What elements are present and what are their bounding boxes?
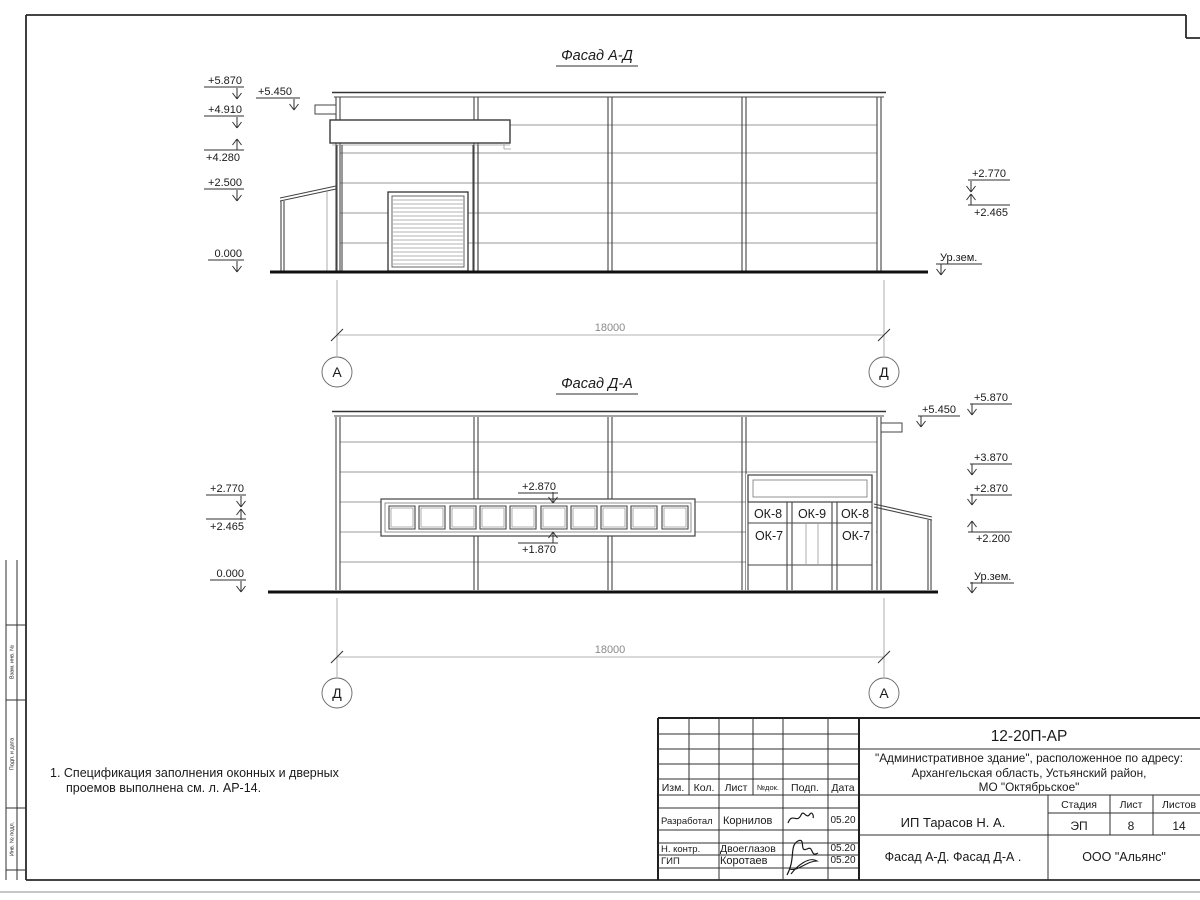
elev-2870: +2.870 (974, 483, 1008, 495)
window-tag-ok7-left: ОК-7 (754, 529, 784, 543)
elev-5450: +5.450 (258, 86, 292, 98)
window-tag-ok8-left: ОК-8 (753, 507, 783, 521)
elev-5870: +5.870 (208, 75, 242, 87)
stage-label: Стадия (1061, 799, 1097, 811)
strip-label-podp: Подп. и дата (9, 737, 16, 771)
elev-2500: +2.500 (208, 177, 242, 189)
facade-ad-drawing (204, 48, 1010, 387)
company-name: ООО "Альянс" (1082, 850, 1166, 864)
elev-4280: +4.280 (206, 152, 240, 164)
elev-0000: 0.000 (216, 568, 244, 580)
stage-value: ЭП (1070, 819, 1088, 833)
elev-4910: +4.910 (208, 104, 242, 116)
elev-3870: +3.870 (974, 452, 1008, 464)
row-role-developer: Разработал (661, 816, 713, 827)
facade-da-elevations-left (206, 483, 246, 592)
facade-ad-elevations-right (936, 168, 1010, 275)
doc-number: 12-20П-АР (990, 728, 1068, 745)
signature-developer (788, 813, 813, 823)
axis-bubble-a: А (332, 364, 342, 380)
elev-2465: +2.465 (210, 521, 244, 533)
col-podp: Подп. (791, 782, 819, 794)
annex-right (874, 504, 932, 590)
sheets-total: 14 (1172, 819, 1186, 833)
ground-level-label: Ур.зем. (974, 571, 1012, 583)
entrance-block (746, 474, 876, 590)
client-name: ИП Тарасов Н. А. (900, 815, 1006, 830)
row-date-ncontr: 05.20 (830, 843, 856, 854)
axis-bubble-d: Д (332, 685, 342, 701)
facade-da-drawing (206, 376, 1014, 708)
elev-2870: +2.870 (522, 481, 556, 493)
axis-bubble-d: Д (879, 364, 889, 380)
elev-2200: +2.200 (976, 533, 1010, 545)
project-name-line2: Архангельская область, Устьянский район, (911, 766, 1147, 780)
note-line-1: 1. Спецификация заполнения оконных и дверных (50, 766, 339, 780)
sheets-label: Листов (1161, 799, 1197, 811)
title-block (658, 718, 1200, 880)
elev-5450: +5.450 (922, 404, 956, 416)
frame-left-strip (6, 560, 26, 880)
window-tag-ok9: ОК-9 (797, 507, 827, 521)
drawing-title: Фасад А-Д. Фасад Д-А . (884, 850, 1022, 864)
col-data: Дата (831, 782, 855, 794)
strip-label-inv: Инв. № подл. (9, 821, 16, 857)
col-list: Лист (724, 782, 748, 794)
project-name-line1: "Административное здание", расположенное по адресу: (875, 751, 1183, 765)
row-name-gip: Коротаев (720, 855, 768, 867)
elev-5870: +5.870 (974, 392, 1008, 404)
facade-ad-title: Фасад А-Д (561, 48, 633, 64)
row-date-gip: 05.20 (830, 855, 856, 866)
elev-2770: +2.770 (210, 483, 244, 495)
signature-ncontr-gip (787, 840, 818, 875)
roller-door (388, 192, 468, 271)
canopy (330, 120, 510, 143)
row-date-developer: 05.20 (830, 815, 856, 826)
row-role-gip: ГИП (661, 856, 680, 867)
facade-da-title: Фасад Д-А (561, 376, 633, 392)
row-name-developer: Корнилов (723, 815, 773, 827)
col-kol: Кол. (693, 782, 715, 794)
elev-2465: +2.465 (974, 207, 1008, 219)
elev-0000: 0.000 (214, 248, 242, 260)
col-izm: Изм. (661, 782, 685, 794)
strip-label-vzam: Взам. инв. № (9, 644, 16, 680)
facade-ad-dimension (322, 280, 899, 387)
window-tag-ok8-right: ОК-8 (840, 507, 870, 521)
sheet-note (50, 766, 340, 795)
annex-left (280, 186, 336, 271)
sheet-label: Лист (1119, 799, 1143, 811)
col-ndok: №док. (757, 783, 779, 792)
ground-level-label: Ур.зем. (940, 252, 978, 264)
window-band (381, 499, 695, 536)
note-line-2: проемов выполнена см. л. АР-14. (66, 781, 262, 795)
window-tag-ok7-right: ОК-7 (841, 529, 871, 543)
facade-da-dimension (322, 598, 899, 708)
facade-ad-elevations-left (204, 75, 300, 272)
sheet-number: 8 (1127, 819, 1135, 833)
dim-18000: 18000 (594, 322, 626, 334)
row-role-ncontr: Н. контр. (661, 844, 701, 855)
row-name-ncontr: Двоеглазов (720, 843, 776, 855)
dim-18000: 18000 (594, 644, 626, 656)
elev-1870: +1.870 (522, 544, 556, 556)
project-name-line3: МО "Октябрьское" (978, 780, 1080, 794)
elev-2770: +2.770 (972, 168, 1006, 180)
axis-bubble-a: А (879, 685, 889, 701)
